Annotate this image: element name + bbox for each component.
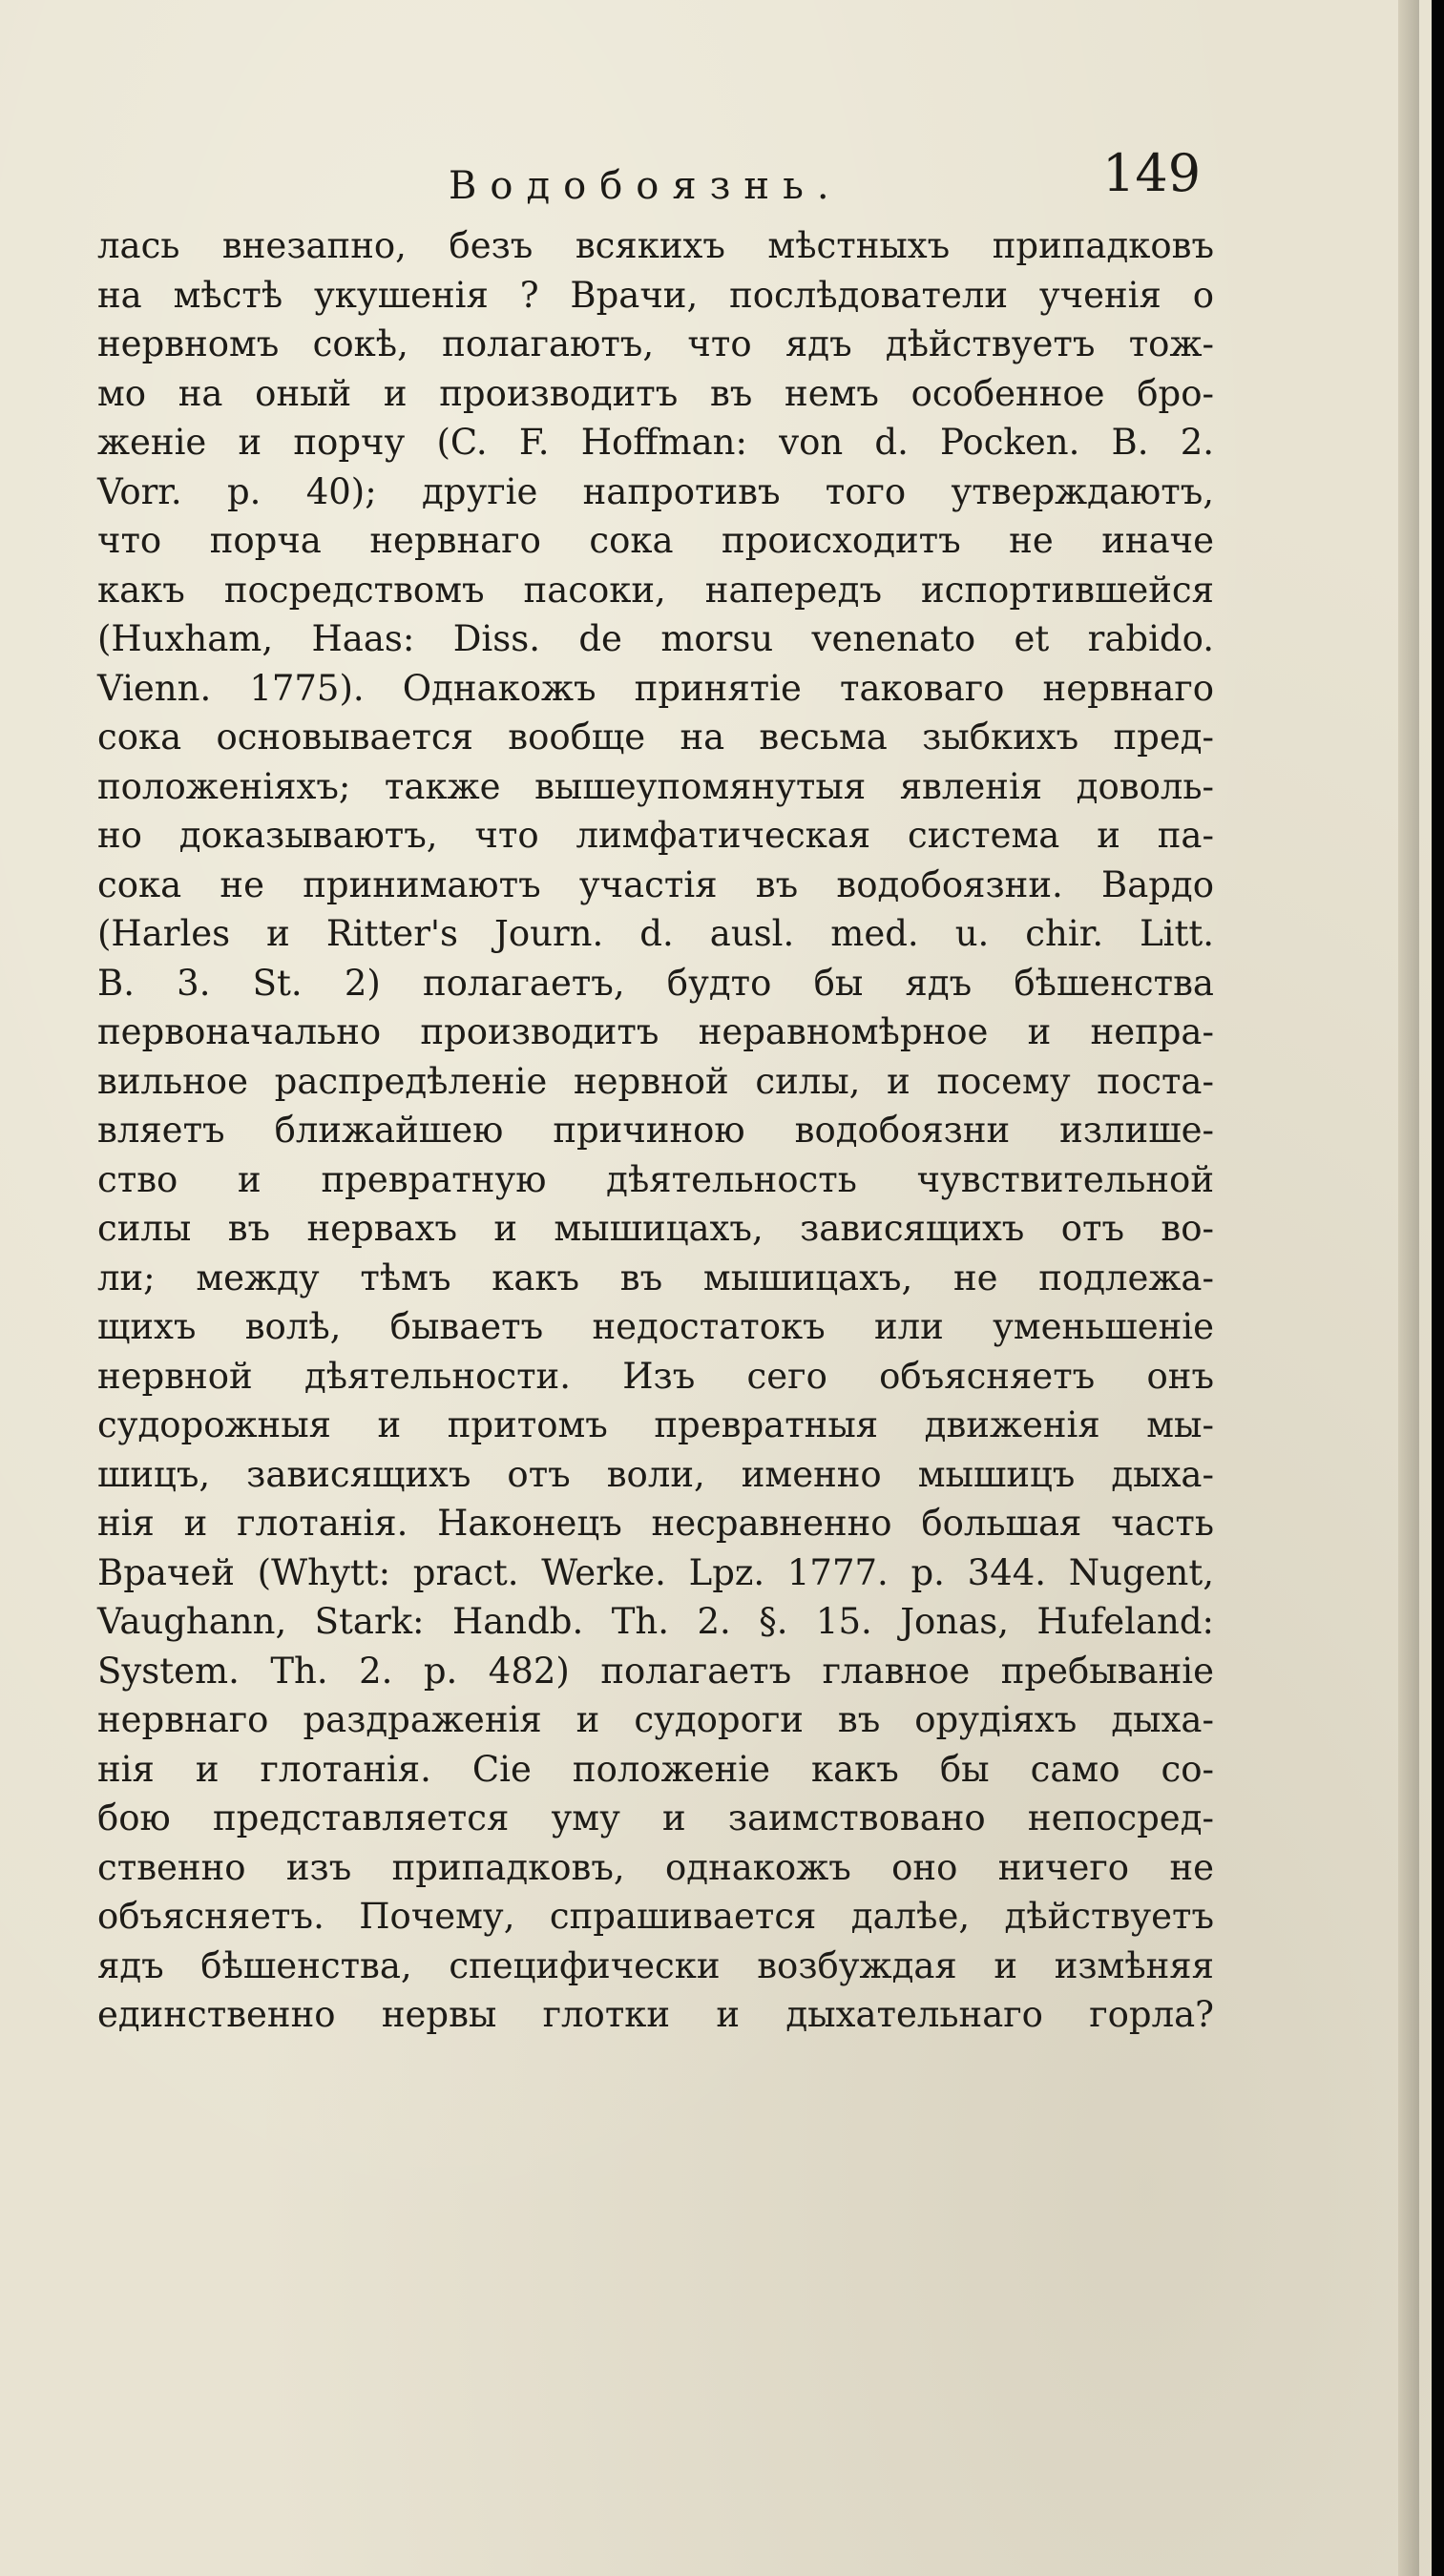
text-line: щихъ волѣ, бываетъ недостатокъ или уменьшеніе: [97, 1306, 1214, 1347]
text-line: на мѣстѣ укушенія ? Врачи, послѣдователи ученія о: [97, 274, 1214, 316]
text-line: вильное распредѣленіе нервной силы, и посему поста-: [97, 1060, 1214, 1102]
text-line: но доказываютъ, что лимфатическая система и па-: [97, 815, 1214, 856]
text-line: бою представляется уму и заимствовано непосред-: [97, 1797, 1214, 1839]
page-number: 149: [1102, 143, 1202, 203]
text-line: объясняетъ. Почему, спрашивается далѣе, дѣйствуетъ: [97, 1896, 1214, 1937]
text-line: какъ посредствомъ пасоки, напередъ испортившейся: [97, 569, 1214, 611]
text-line: Врачей (Whytt: pract. Werke. Lpz. 1777. p. 344. Nugent,: [97, 1551, 1214, 1593]
text-line: нервной дѣятельности. Изъ сего объясняетъ онъ: [97, 1355, 1214, 1397]
text-line: Vienn. 1775). Однакожъ принятіе таковаго нервнаго: [97, 667, 1214, 709]
text-line: Vaughann, Stark: Handb. Th. 2. §. 15. Jonas, Hufeland:: [97, 1601, 1214, 1642]
text-line: нія и глотанія. Наконецъ несравненно большая часть: [97, 1503, 1214, 1544]
text-line: ядъ бѣшенства, специфически возбуждая и измѣняя: [97, 1944, 1214, 1986]
text-line: (Harles и Ritter's Journ. d. ausl. med. u. chir. Litt.: [97, 913, 1214, 954]
text-line: System. Th. 2. p. 482) полагаетъ главное пребываніе: [97, 1650, 1214, 1692]
text-line: первоначально производитъ неравномѣрное и непра-: [97, 1011, 1214, 1052]
text-line: Vorr. p. 40); другіе напротивъ того утверждаютъ,: [97, 470, 1214, 512]
text-line: шицъ, зависящихъ отъ воли, именно мышицъ дыха-: [97, 1453, 1214, 1495]
text-line: положеніяхъ; также вышеупомянутыя явленія доволь-: [97, 765, 1214, 807]
text-line: B. 3. St. 2) полагаетъ, будто бы ядъ бѣшенства: [97, 962, 1214, 1004]
text-line: ство и превратную дѣятельность чувствительной: [97, 1158, 1214, 1200]
text-line: ли; между тѣмъ какъ въ мышицахъ, не подлежа-: [97, 1257, 1214, 1298]
text-line: сока основывается вообще на весьма зыбкихъ пред-: [97, 717, 1214, 758]
text-line: вляетъ ближайшею причиною водобоязни излише-: [97, 1110, 1214, 1151]
text-line: мо на оный и производитъ въ немъ особенное бро-: [97, 372, 1214, 414]
text-line: нія и глотанія. Сіе положеніе какъ бы само со-: [97, 1748, 1214, 1790]
text-line: ственно изъ припадковъ, однакожъ оно ничего не: [97, 1846, 1214, 1888]
text-line: что порча нервнаго сока происходитъ не иначе: [97, 520, 1214, 561]
text-line: нервнаго раздраженія и судороги въ орудіяхъ дыха-: [97, 1699, 1214, 1740]
text-line: сока не принимаютъ участія въ водобоязни. Вардо: [97, 863, 1214, 905]
text-line: судорожныя и притомъ превратныя движенія мы-: [97, 1404, 1214, 1445]
text-line: (Huxham, Haas: Diss. de morsu venenato et rabido.: [97, 618, 1214, 659]
text-line: нервномъ сокѣ, полагаютъ, что ядъ дѣйствуетъ тож-: [97, 323, 1214, 364]
text-line: единственно нервы глотки и дыхательнаго горла?: [97, 1994, 1214, 2035]
text-line: женіе и порчу (C. F. Hoffman: von d. Pocken. B. 2.: [97, 422, 1214, 463]
page-gutter-shadow: [1398, 0, 1419, 2576]
text-line: силы въ нервахъ и мышицахъ, зависящихъ отъ во-: [97, 1208, 1214, 1249]
text-line: лась внезапно, безъ всякихъ мѣстныхъ припадковъ: [97, 225, 1214, 266]
running-head: Водобоязнь.: [449, 164, 843, 208]
body-text: [97, 221, 1214, 2040]
